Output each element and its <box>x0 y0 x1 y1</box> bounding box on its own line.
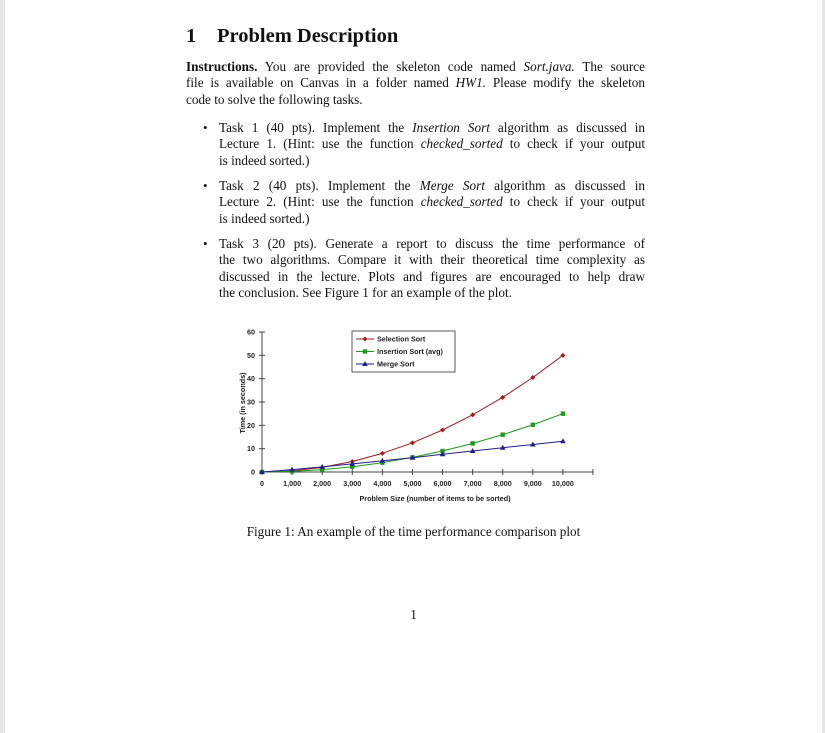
data-point-diamond <box>410 440 415 445</box>
text-run: Lecture 2. (Hint: use the function <box>219 194 421 210</box>
italic-run: checked_sorted <box>420 194 503 210</box>
italic-run: checked_sorted <box>420 136 503 152</box>
legend-entry: Selection Sort <box>377 334 426 344</box>
data-point-square <box>470 441 474 445</box>
y-tick-label: 40 <box>247 374 255 384</box>
data-point-triangle <box>560 438 566 443</box>
data-point-square <box>561 411 565 415</box>
y-tick-label: 0 <box>251 467 255 477</box>
y-axis-label: Time (in seconds) <box>238 372 247 434</box>
text-run: the two algorithms. Compare it with their theoretical time complexity as <box>219 252 645 268</box>
text-run: is indeed sorted.) <box>219 152 310 168</box>
legend-entry: Merge Sort <box>377 359 415 369</box>
y-tick-label: 60 <box>247 327 255 337</box>
text-run: algorithm as discussed in <box>484 178 645 193</box>
text-run: code to solve the following tasks. <box>186 91 363 107</box>
data-point-diamond <box>380 451 385 456</box>
y-tick-label: 20 <box>247 420 255 430</box>
y-tick-label: 10 <box>247 444 255 454</box>
bold-run: Instructions. <box>186 59 258 74</box>
legend-entry: Insertion Sort (avg) <box>377 347 443 356</box>
text-run: The source <box>574 59 645 74</box>
text-run: Please modify the skeleton <box>486 75 645 91</box>
text-run: to check if your output <box>502 194 646 210</box>
bullet-icon: • <box>203 120 208 135</box>
text-run: Task 3 (20 pts). Generate a report to discuss the time performance of <box>219 236 645 251</box>
data-point-square <box>531 423 535 427</box>
italic-run: HW1. <box>455 75 487 91</box>
text-run: Task 2 (40 pts). Implement the <box>219 178 420 193</box>
text-run: the conclusion. See Figure 1 for an example of the plot. <box>219 284 512 300</box>
section-number: 1 <box>186 25 197 47</box>
text-run: Task 1 (40 pts). Implement the <box>219 120 413 135</box>
text-run: Lecture 1. (Hint: use the function <box>219 136 421 152</box>
data-point-diamond <box>440 428 445 433</box>
text-run: is indeed sorted.) <box>219 210 310 226</box>
x-tick-label: 9,000 <box>523 479 542 488</box>
text-run: discussed in the lecture. Plots and figures are encouraged to help draw <box>219 268 645 284</box>
data-point-square <box>501 432 505 436</box>
text-run: algorithm as discussed in <box>489 120 645 135</box>
x-tick-label: 5,000 <box>403 479 422 488</box>
figure-caption: Figure 1: An example of the time performance comparison plot <box>246 524 581 539</box>
italic-run: Insertion Sort <box>412 120 490 135</box>
x-tick-label: 2,000 <box>313 479 332 488</box>
x-tick-label: 3,000 <box>343 479 362 488</box>
x-axis-label: Problem Size (number of items to be sorted) <box>359 494 511 503</box>
y-tick-label: 30 <box>247 397 255 407</box>
time-performance-chart <box>5 0 822 733</box>
text-run: file is available on Canvas in a folder named <box>186 75 456 91</box>
data-point-diamond <box>470 412 475 417</box>
x-tick-label: 0 <box>260 479 264 488</box>
italic-run: Sort.java. <box>523 59 575 74</box>
page-number: 1 <box>410 607 417 622</box>
section-title: Problem Description <box>217 25 399 47</box>
x-tick-label: 8,000 <box>493 479 512 488</box>
x-tick-label: 6,000 <box>433 479 452 488</box>
text-run: to check if your output <box>502 136 646 152</box>
italic-run: Merge Sort <box>419 178 485 193</box>
y-tick-label: 50 <box>247 350 255 360</box>
series-line-selection-sort <box>262 355 563 472</box>
x-tick-label: 4,000 <box>373 479 392 488</box>
bullet-icon: • <box>203 178 208 193</box>
bullet-icon: • <box>203 236 208 251</box>
data-point-square <box>363 349 367 353</box>
x-tick-label: 7,000 <box>463 479 482 488</box>
x-tick-label: 10,000 <box>551 479 574 488</box>
text-run: You are provided the skeleton code named <box>257 59 524 74</box>
x-tick-label: 1,000 <box>283 479 302 488</box>
document-page <box>5 0 822 733</box>
